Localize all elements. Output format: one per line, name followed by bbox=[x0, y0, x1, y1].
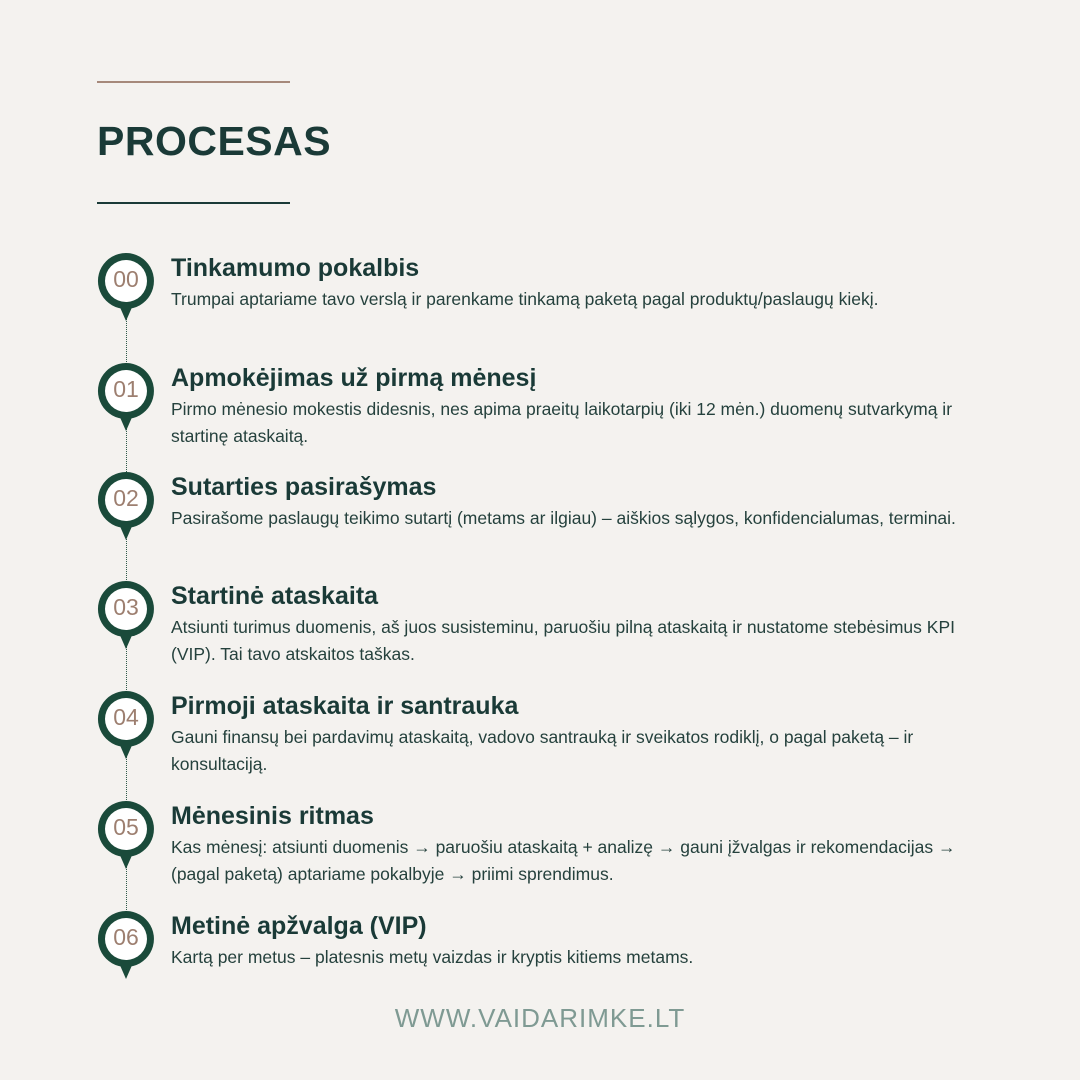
title-underline bbox=[97, 202, 290, 204]
top-divider bbox=[97, 81, 290, 83]
step-description: Pasirašome paslaugų teikimo sutartį (metams ar ilgiau) – aiškios sąlygos, konfidencialumas, terminai. bbox=[171, 508, 956, 528]
step-title: Sutarties pasirašymas bbox=[171, 473, 437, 501]
page-title: PROCESAS bbox=[97, 118, 332, 164]
step-number: 00 bbox=[113, 266, 139, 292]
map-pin-icon bbox=[97, 362, 155, 438]
step-number: 05 bbox=[113, 814, 139, 840]
step-number: 03 bbox=[113, 594, 139, 620]
step-title: Pirmoji ataskaita ir santrauka bbox=[171, 692, 519, 720]
map-pin-icon bbox=[97, 252, 155, 328]
step-number: 06 bbox=[113, 924, 139, 950]
step-title: Startinė ataskaita bbox=[171, 582, 379, 610]
step-number: 01 bbox=[113, 376, 139, 402]
map-pin-icon bbox=[97, 580, 155, 656]
step-title: Mėnesinis ritmas bbox=[171, 802, 374, 830]
step-description: Kartą per metus – platesnis metų vaizdas ir kryptis kitiems metams. bbox=[171, 947, 694, 967]
website-footer: WWW.VAIDARIMKE.LT bbox=[394, 1003, 686, 1033]
step-number: 04 bbox=[113, 704, 139, 730]
map-pin-icon bbox=[97, 471, 155, 547]
map-pin-icon bbox=[97, 800, 155, 876]
map-pin-icon bbox=[97, 690, 155, 766]
step-title: Metinė apžvalga (VIP) bbox=[171, 912, 427, 940]
step-description: Atsiunti turimus duomenis, aš juos susisteminu, paruošiu pilną ataskaitą ir nustatome stebėsimus KPI (VIP). Tai tavo atskaitos taškas. bbox=[171, 617, 955, 664]
step-description: Trumpai aptariame tavo verslą ir parenkame tinkamą paketą pagal produktų/paslaugų kiekį. bbox=[171, 289, 879, 309]
step-title: Tinkamumo pokalbis bbox=[171, 254, 420, 282]
step-description: Gauni finansų bei pardavimų ataskaitą, vadovo santrauką ir sveikatos rodiklį, o pagal paketą – ir konsultaciją. bbox=[171, 727, 914, 774]
step-description: Kas mėnesį: atsiunti duomenis → paruošiu ataskaitą + analizę → gauni įžvalgas ir rekomendacijas → (pagal paketą) aptariame pokalbyje → priimi sprendimus. bbox=[171, 837, 956, 884]
step-number: 02 bbox=[113, 485, 139, 511]
step-title: Apmokėjimas už pirmą mėnesį bbox=[171, 364, 537, 392]
step-description: Pirmo mėnesio mokestis didesnis, nes apima praeitų laikotarpių (iki 12 mėn.) duomenų sutvarkymą ir startinę ataskaitą. bbox=[171, 399, 953, 446]
map-pin-icon bbox=[97, 910, 155, 986]
